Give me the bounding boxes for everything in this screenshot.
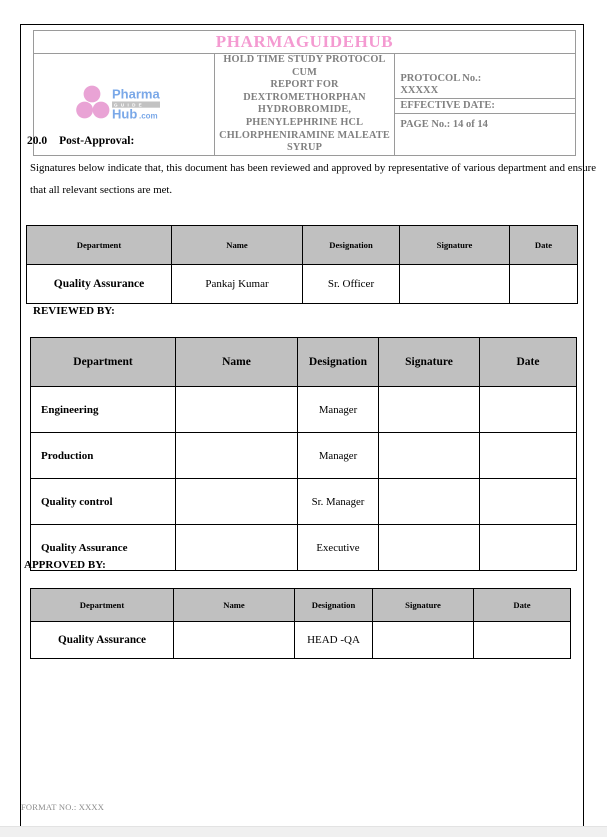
cell-date[interactable] [510, 265, 578, 304]
column-header-designation: Designation [298, 338, 379, 387]
cell-department: Engineering [31, 387, 176, 433]
cell-date[interactable] [480, 525, 577, 571]
cell-date[interactable] [480, 387, 577, 433]
table-row [31, 433, 577, 479]
table-row [31, 479, 577, 525]
brand-title-cell [34, 31, 576, 54]
brand-title: PHARMAGUIDEHUB [215, 32, 394, 51]
page-bottom-strip [0, 826, 607, 837]
cell-signature[interactable] [379, 387, 480, 433]
column-header-designation: Designation [303, 226, 400, 265]
cell-date[interactable] [480, 479, 577, 525]
column-header-signature: Signature [373, 589, 474, 622]
column-header-date: Date [510, 226, 578, 265]
cell-signature[interactable] [379, 525, 480, 571]
column-header-name: Name [172, 226, 303, 265]
cell-date[interactable] [480, 433, 577, 479]
cell-date[interactable] [474, 622, 571, 659]
protocol-no-value: XXXXX [400, 85, 439, 97]
cell-signature[interactable] [400, 265, 510, 304]
cell-designation: HEAD -QA [295, 622, 373, 659]
cell-name[interactable] [174, 622, 295, 659]
effective-date-label: EFFECTIVE DATE: [395, 99, 575, 114]
column-header-designation: Designation [295, 589, 373, 622]
column-header-department: Department [31, 589, 174, 622]
document-title-line-3: HYDROBROMIDE, PHENYLEPHRINE HCL [245, 104, 364, 128]
cell-name[interactable] [176, 387, 298, 433]
section-paragraph: Signatures below indicate that, this document has been reviewed and approved by representative of various department and ensure that all relevant sections are met. [30, 162, 596, 196]
protocol-no-row [395, 72, 575, 99]
cell-department: Quality Assurance [27, 265, 172, 304]
table-header-row [31, 589, 571, 622]
protocol-no [395, 72, 575, 99]
section-number: 20.0 [27, 135, 48, 147]
section-title: Post-Approval: [59, 135, 135, 147]
document-title-line-2: REPORT FOR DEXTROMETHORPHAN [243, 79, 366, 103]
column-header-date: Date [480, 338, 577, 387]
document-title-cell [214, 54, 395, 156]
table-header-row [27, 226, 578, 265]
cell-name[interactable] [176, 433, 298, 479]
cell-designation: Executive [298, 525, 379, 571]
column-header-department: Department [27, 226, 172, 265]
page-no-label: PAGE No.: 14 of 14 [400, 119, 488, 131]
column-header-name: Name [174, 589, 295, 622]
page-no-row [395, 114, 575, 137]
column-header-signature: Signature [379, 338, 480, 387]
approved-by-label: APPROVED BY: [24, 559, 106, 571]
table-row [27, 265, 578, 304]
reviewed-by-signature-table [30, 337, 577, 571]
table-row [31, 387, 577, 433]
pharmaguidehub-logo-icon [76, 83, 172, 121]
cell-department: Production [31, 433, 176, 479]
document-page [20, 24, 596, 830]
cell-designation: Sr. Manager [298, 479, 379, 525]
section-heading [27, 135, 134, 147]
cell-name[interactable] [176, 479, 298, 525]
cell-name: Pankaj Kumar [172, 265, 303, 304]
header-brand-row [34, 31, 576, 54]
reviewed-by-label: REVIEWED BY: [33, 305, 115, 317]
column-header-date: Date [474, 589, 571, 622]
format-number-footer: FORMAT NO.: XXXX [21, 802, 105, 812]
cell-signature[interactable] [373, 622, 474, 659]
svg-text:.com: .com [138, 111, 158, 121]
document-meta-cell [395, 54, 576, 156]
cell-designation: Sr. Officer [303, 265, 400, 304]
protocol-no-label: PROTOCOL No.: [400, 73, 482, 85]
cell-department: Quality control [31, 479, 176, 525]
table-row [31, 525, 577, 571]
svg-text:GUIDE: GUIDE [113, 102, 145, 108]
cell-department: Quality Assurance [31, 525, 176, 571]
cell-designation: Manager [298, 433, 379, 479]
cell-department: Quality Assurance [31, 622, 174, 659]
document-title-line-1: HOLD TIME STUDY PROTOCOL CUM [223, 54, 386, 78]
post-approval-signature-table [26, 225, 578, 304]
cell-name[interactable] [176, 525, 298, 571]
column-header-signature: Signature [400, 226, 510, 265]
approved-by-signature-table [30, 588, 571, 659]
cell-signature[interactable] [379, 479, 480, 525]
cell-signature[interactable] [379, 433, 480, 479]
column-header-name: Name [176, 338, 298, 387]
document-title-line-4: CHLORPHENIRAMINE MALEATE SYRUP [219, 129, 390, 154]
column-header-department: Department [31, 338, 176, 387]
table-header-row [31, 338, 577, 387]
svg-text:Pharma: Pharma [111, 86, 160, 102]
effective-date-row [395, 99, 575, 114]
table-row [31, 622, 571, 659]
document-meta-table [395, 72, 575, 136]
svg-text:Hub: Hub [111, 106, 138, 121]
cell-designation: Manager [298, 387, 379, 433]
